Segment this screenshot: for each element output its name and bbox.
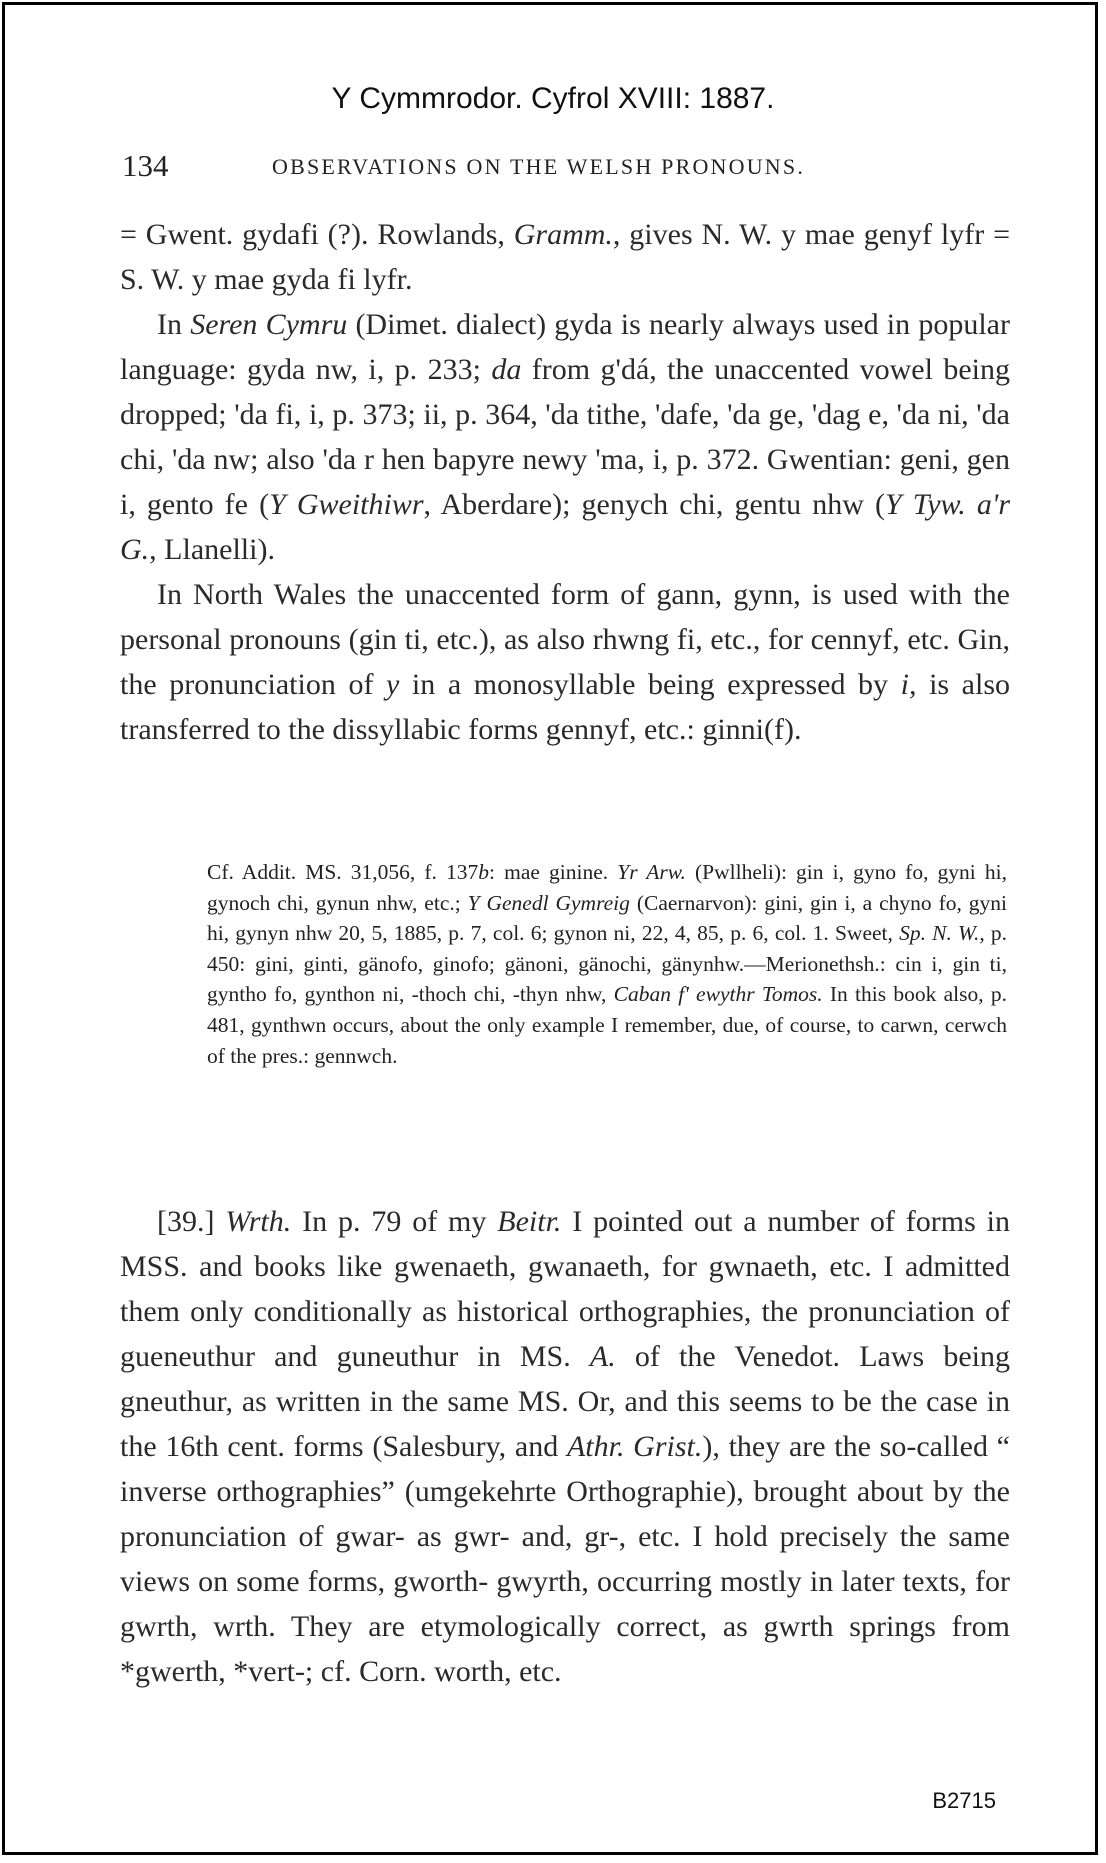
p3-text-a: In North Wales the unaccented form of gann, gynn, is used with the personal pronouns (gin ti, etc.), as also rhwng fi, etc., for cennyf, etc. Gin, the pronunciation of [120, 578, 1010, 701]
note-text-e: (Pwllheli): gin i, gyno fo, gyni hi, gynoch chi, gynun nhw, etc.; [207, 860, 1007, 915]
p2-italic-tyw: Y Tyw. a'r G. [120, 488, 1010, 566]
p4-text-a: [39.] [157, 1205, 226, 1238]
p3-text-c: in a monosyllable being expressed by [399, 668, 901, 701]
p4-italic-a: A. [589, 1340, 616, 1373]
p2-text-g: , Aberdare); genych chi, gentu nhw ( [423, 488, 885, 521]
note-italic-caban: Caban f' ewythr Tomos. [613, 982, 823, 1007]
p4-italic-wrth: Wrth. [225, 1205, 292, 1238]
p4-text-i: ), they are the so-called “ inverse orthographies” (umgekehrte Orthographie), brought about by the pronunciation of gwar- as gwr- and, gr-, etc. I hold precisely the same views on some forms, gworth- gwyrth, occurring mostly in later texts, for gwrth, wrth. They are etymologically correct, as gwrth springs from *gwerth, *vert-; cf. Corn. worth, etc. [120, 1430, 1010, 1688]
note-text-a: Cf. Addit. MS. 31,056, f. 137 [207, 860, 479, 884]
running-title: OBSERVATIONS ON THE WELSH PRONOUNS. [272, 154, 806, 179]
paragraph-3 [120, 572, 1010, 752]
p4-text-g: of the Venedot. Laws being gneuthur, as written in the same MS. Or, and this seems to be the case in the 16th cent. forms (Salesbury, and [120, 1340, 1010, 1463]
p3-italic-i: i, [900, 668, 917, 701]
archive-stamp: B2715 [932, 1788, 996, 1813]
note-text-k: In this book also, p. 481, gynthwn occurs, about the only example I remember, due, of course, to carwn, cerwch of the pres.: gennwch. [207, 982, 1007, 1068]
p3-italic-y: y [386, 668, 400, 701]
p4-italic-beitr: Beitr. [497, 1205, 562, 1238]
p4-text-e: I pointed out a number of forms in MSS. and books like gwenaeth, gwanaeth, for gwnaeth, etc. I admitted them only conditionally as historical orthographies, the pronunciation of gueneuthur and guneuthur in MS. [120, 1205, 1010, 1373]
paragraph-2 [120, 302, 1010, 572]
p4-text-c: In p. 79 of my [291, 1205, 498, 1238]
p2-text-a: In [157, 308, 191, 341]
p4-italic-athr-grist: Athr. Grist. [566, 1430, 703, 1463]
paragraph-4 [120, 1199, 1010, 1694]
p2-italic-seren-cymru: Seren Cymru [190, 308, 348, 341]
p1-text-c: , gives N. W. y mae genyf lyfr = S. W. y mae gyda fi lyfr. [120, 218, 1010, 296]
p1-italic-gramm: Gramm. [513, 218, 613, 251]
note-text-c: : mae ginine. [489, 860, 618, 884]
note-italic-genedl: Y Genedl Gymreig [467, 890, 630, 915]
paragraph-1 [120, 212, 1010, 302]
upper-text-block [120, 212, 1010, 752]
note-italic-sp-nw: Sp. N. W. [899, 921, 980, 946]
lower-text-block [120, 1199, 1010, 1694]
p1-text-a: = Gwent. gydafi (?). Rowlands, [120, 218, 514, 251]
p2-text-c: (Dimet. dialect) gyda is nearly always used in popular language: gyda nw, i, p. 233; [120, 308, 1010, 386]
note-text-i: , p. 450: gini, ginti, gänofo, ginofo; gänoni, gänochi, gänynhw.—Merionethsh.: cin i, gin ti, gyntho fo, gynthon ni, -thoch chi, -thyn nhw, [207, 921, 1008, 1007]
p2-italic-gweithiwr: Y Gweithiwr [269, 488, 424, 521]
p2-text-e: from g'dá, the unaccented vowel being dropped; 'da fi, i, p. 373; ii, p. 364, 'da tithe, 'dafe, 'da ge, 'dag e, 'da ni, 'da chi, 'da nw; also 'da r hen bapyre newy 'ma, i, p. 372. Gwentian: geni, gen i, gento fe ( [120, 353, 1010, 521]
p3-text-e: is also transferred to the dissyllabic forms gennyf, etc.: ginni(f). [120, 668, 1010, 746]
note-italic-yr-arw: Yr Arw. [617, 860, 686, 884]
citation-banner: Y Cymmrodor. Cyfrol XVIII: 1887. [331, 82, 775, 115]
p2-italic-da: da [491, 353, 522, 386]
page-number: 134 [122, 148, 169, 183]
note-italic-b: b [478, 860, 490, 884]
footnote-block [207, 857, 1007, 1071]
note-text-g: (Caernarvon): gini, gin i, a chyno fo, gyni hi, gynyn nhw 20, 5, 1885, p. 7, col. 6; gynon ni, 22, 4, 85, p. 6, col. 1. Sweet, [207, 890, 1007, 946]
p2-text-i: , Llanelli). [149, 533, 275, 566]
